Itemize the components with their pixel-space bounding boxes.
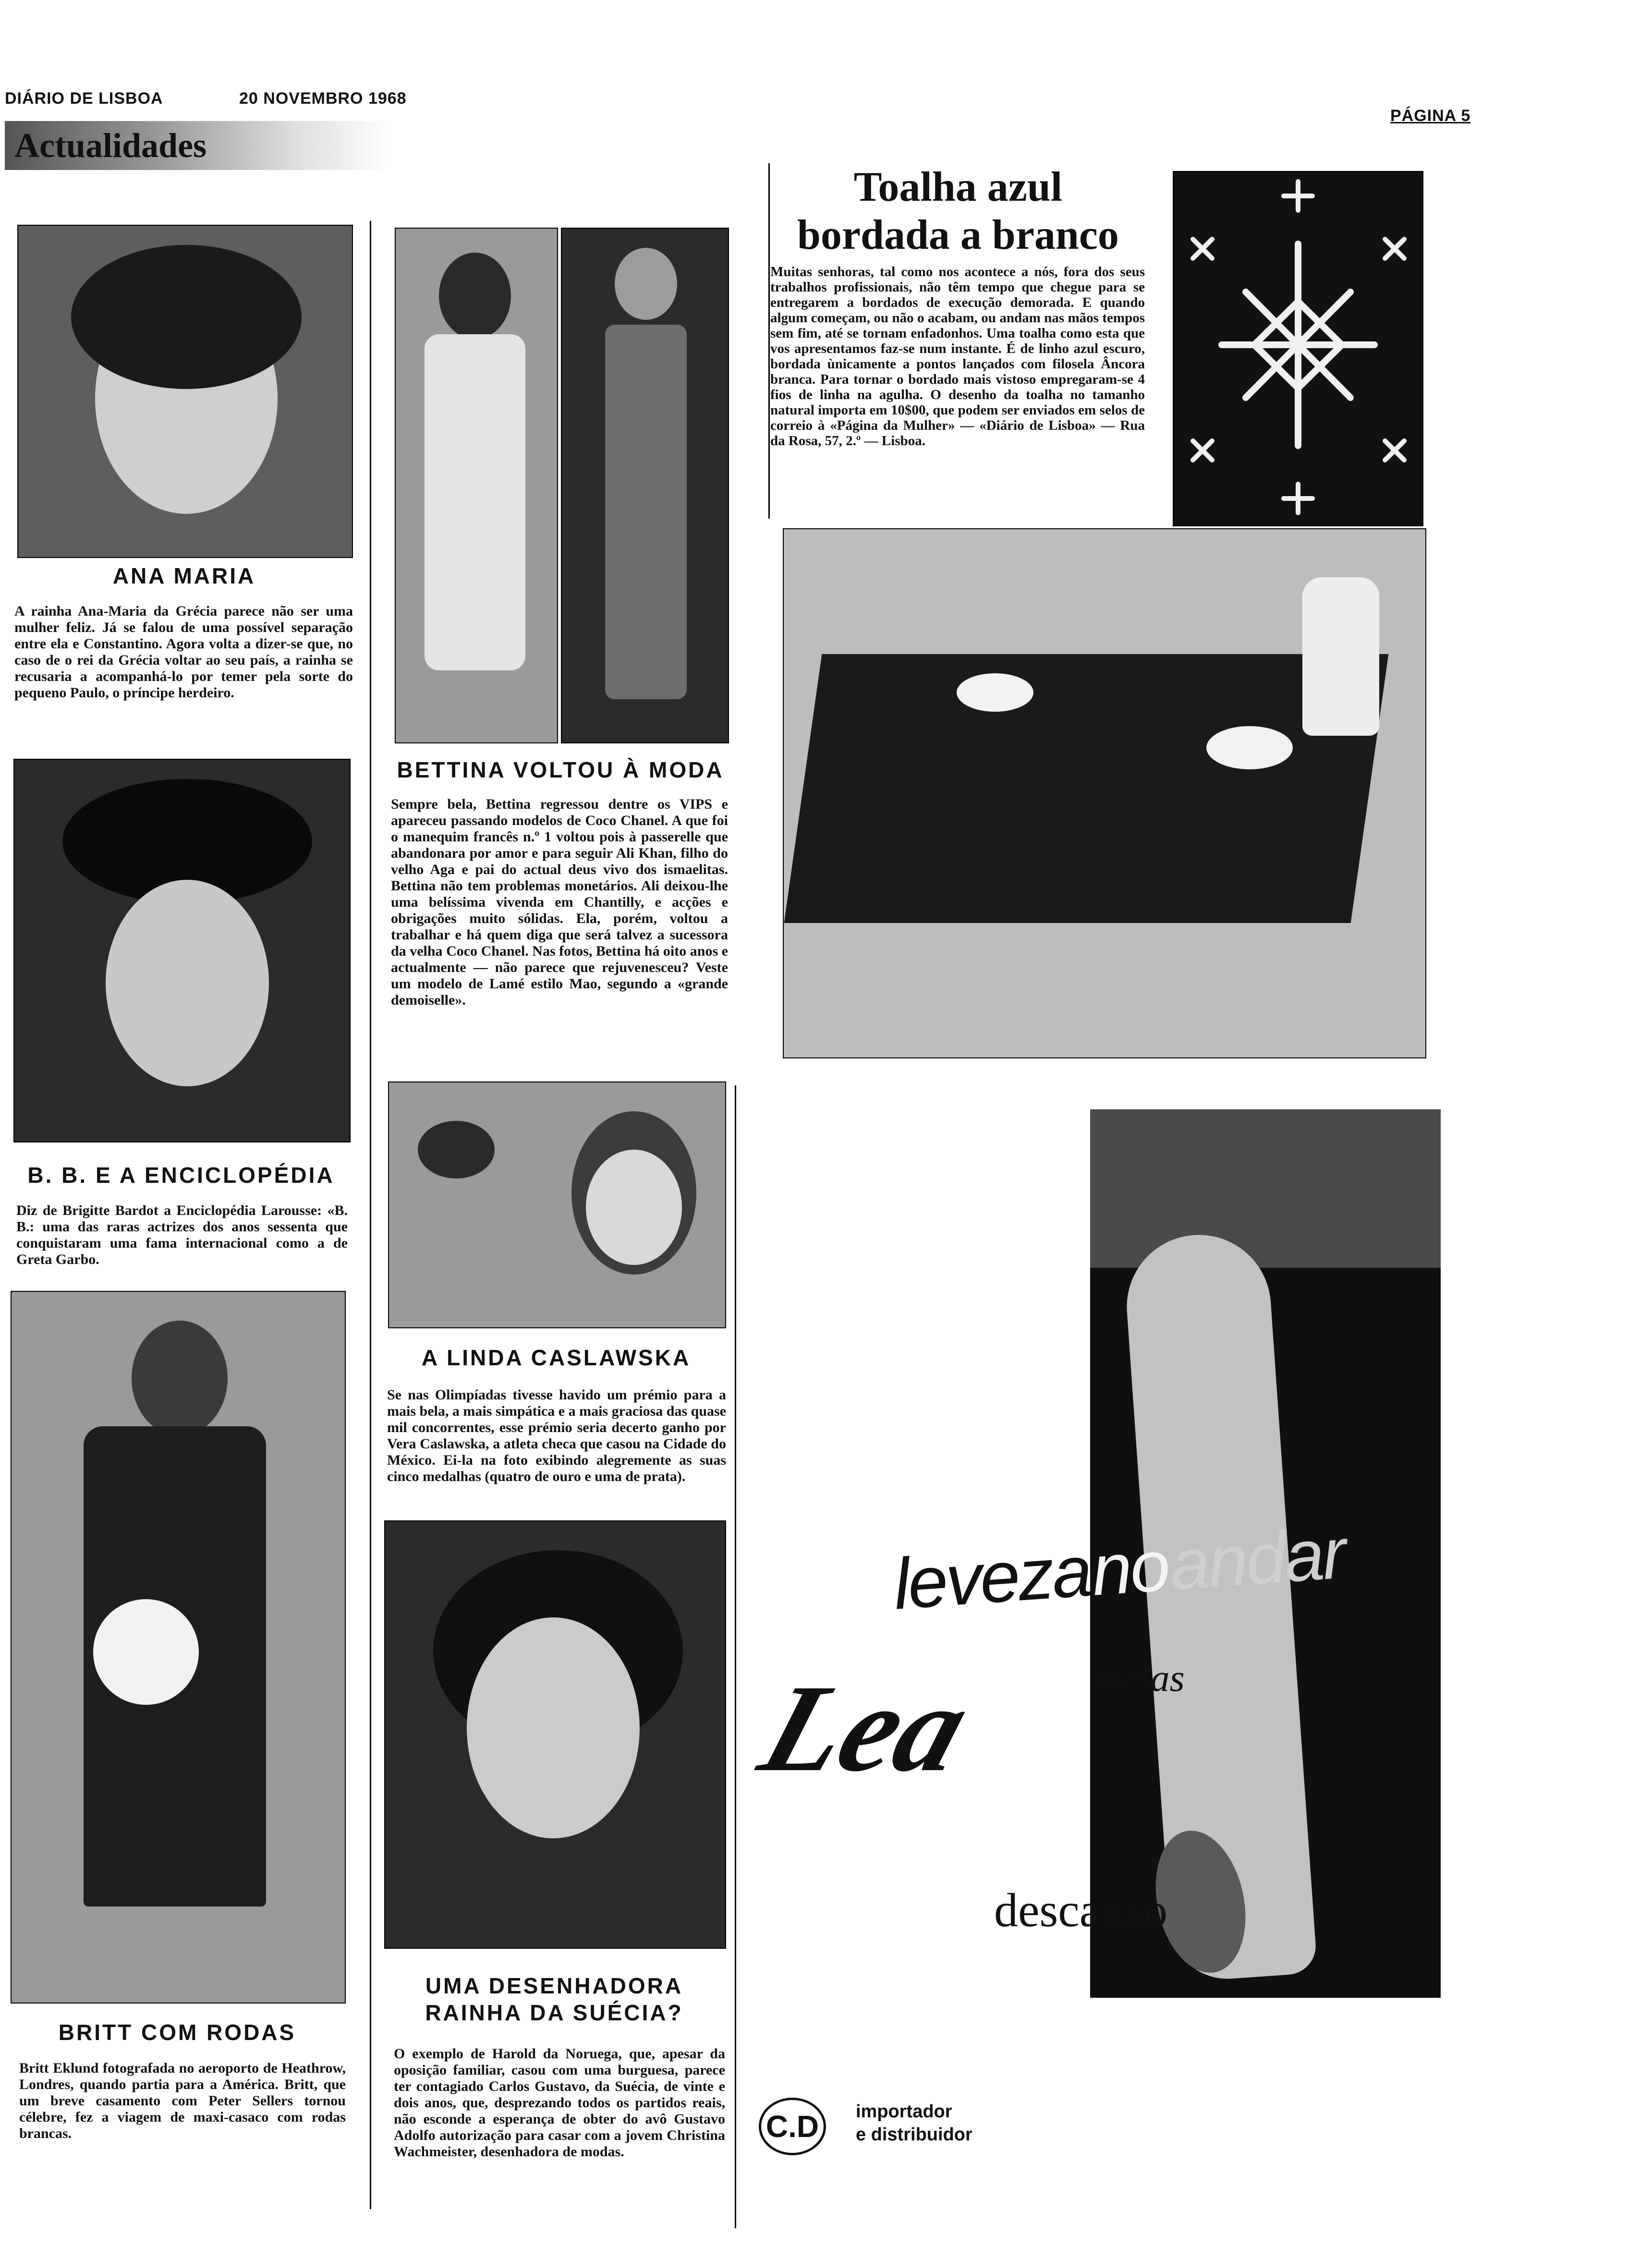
title-toalha-line1: Toalha azul xyxy=(853,164,1063,210)
photo-caslawska xyxy=(388,1081,726,1328)
photo-bettina-then xyxy=(395,228,558,743)
photo-britt xyxy=(11,1291,346,2004)
masthead-page: PÁGINA 5 xyxy=(1390,107,1471,125)
caption-caslawska: A LINDA CASLAWSKA xyxy=(421,1345,691,1370)
snowflake-pattern-icon xyxy=(1174,172,1422,525)
photo-bettina-now xyxy=(561,228,729,743)
caption-britt: BRITT COM RODAS xyxy=(58,2020,296,2045)
column-rule-left xyxy=(370,221,371,2209)
advert-brand: Lea xyxy=(746,1659,985,1797)
photo-embroidery-pattern xyxy=(1173,171,1423,526)
body-bettina: Sempre bela, Bettina regressou dentre os VIPS e apareceu passando modelos de Coco Chanel. A que foi o manequim francês n.º 1 voltou pois à passerelle que abandonara por amor e para seguir Ali Khan, filho do velho Aga e pai do actual deus vivo dos ismaelitas. Bettina não tem problemas monetários. Ali deixou-lhe uma belíssima vivenda em Chantilly, e acções e obrigações muito sólidas. Ela, porém, voltou a trabalhar e há quem diga que será talvez a sucessora da velha Coco Chanel. Nas fotos, Bettina há oito anos e actualmente — não parece que rejuvenesceu? Veste um modelo de Lamé estilo Mao, segundo a «grande demoiselle». xyxy=(391,796,728,1008)
advert-descanso: descanso xyxy=(994,1883,1167,1937)
body-caslawska: Se nas Olimpíadas tivesse havido um prémio para a mais bela, a mais simpática e a mais graciosa das quase mil concorrentes, esse prémio seria decerto ganho por Vera Caslawska, a atleta checa que casou na Cidade do México. Ei-la na foto exibindo alegremente as suas cinco medalhas (quatro de ouro e uma de prata). xyxy=(387,1387,726,1484)
cd-importer-line1: importador xyxy=(856,2101,952,2122)
body-toalha: Muitas senhoras, tal como nos acontece a nós, fora dos seus trabalhos profissionais, não têm tempo que chegue para se entregarem a bordados de execução demorada. E quando algum começam, ou não o acabam, ou andam nas mãos tempos sem fim, até se tornam enfadonhos. Uma toalha como esta que vos apresentamos faz-se num instante. É de linho azul escuro, bordada ùnicamente a pontos lançados com filosela Âncora branca. Para tornar o bordado mais vistoso empregaram-se 4 fios de linha na agulha. O desenho da toalha no tamanho natural importa em 10$00, que podem ser enviados em selos de correio à «Página da Mulher» — «Diário de Lisboa» — Rua da Rosa, 57, 2.º — Lisboa. xyxy=(770,264,1145,449)
body-ana-maria: A rainha Ana-Maria da Grécia parece não ser uma mulher feliz. Já se falou de uma possível separação entre ela e Constantino. Agora volta a dizer-se que, no caso de o rei da Grécia voltar ao seu país, a rainha se recusaria a acompanhá-lo por temer pela sorte do pequeno Paulo, o príncipe herdeiro. xyxy=(14,603,353,701)
column-rule-middle xyxy=(735,1085,736,2228)
masthead-date: 20 NOVEMBRO 1968 xyxy=(239,89,407,108)
photo-tablecloth xyxy=(783,528,1426,1058)
body-bb: Diz de Brigitte Bardot a Enciclopédia Larousse: «B. B.: uma das raras actrizes dos anos sessenta que conquistaram uma fama internacional como a de Greta Garbo. xyxy=(16,1202,348,1267)
caption-suecia-line2: RAINHA DA SUÉCIA? xyxy=(425,2000,683,2025)
photo-ana-maria xyxy=(17,225,353,558)
masthead-paper: DIÁRIO DE LISBOA xyxy=(5,89,163,108)
caption-bettina: BETTINA VOLTOU À MODA xyxy=(397,757,724,782)
section-title: Actualidades xyxy=(5,121,389,170)
caption-ana-maria: ANA MARIA xyxy=(112,563,256,588)
body-britt: Britt Eklund fotografada no aeroporto de Heathrow, Londres, quando partia para a América. Britt, que um breve casamento com Peter Sellers tornou célebre, fez a viagem de maxi-casaco com rodas brancas. xyxy=(19,2060,346,2141)
advert-slogan-3: andar xyxy=(1167,1512,1347,1605)
photo-brigitte-bardot xyxy=(13,759,351,1142)
advert-slogan-1: leveza xyxy=(891,1530,1093,1625)
caption-bb: B. B. E A ENCICLOPÉDIA xyxy=(27,1163,335,1188)
cd-importer-line2: e distribuidor xyxy=(856,2125,972,2145)
cd-logo: C.D xyxy=(759,2098,826,2155)
title-toalha-line2: bordada a branco xyxy=(797,212,1119,258)
caption-suecia-line1: UMA DESENHADORA xyxy=(425,1973,683,1998)
advert-slogan-2: no xyxy=(1089,1525,1171,1611)
advert-meias: meias xyxy=(1095,1657,1185,1700)
body-suecia: O exemplo de Harold da Noruega, que, apesar da oposição familiar, casou com uma burguesa, parece ter contagiado Carlos Gustavo, da Suécia, de vinte e dois anos, que, desprezando todos os partidos reais, não esconde a esperança de obter do avô Gustavo Adolfo autorização para casar com a jovem Christina Wachmeister, desenhadora de modas. xyxy=(394,2046,725,2160)
photo-suecia xyxy=(384,1520,726,1949)
